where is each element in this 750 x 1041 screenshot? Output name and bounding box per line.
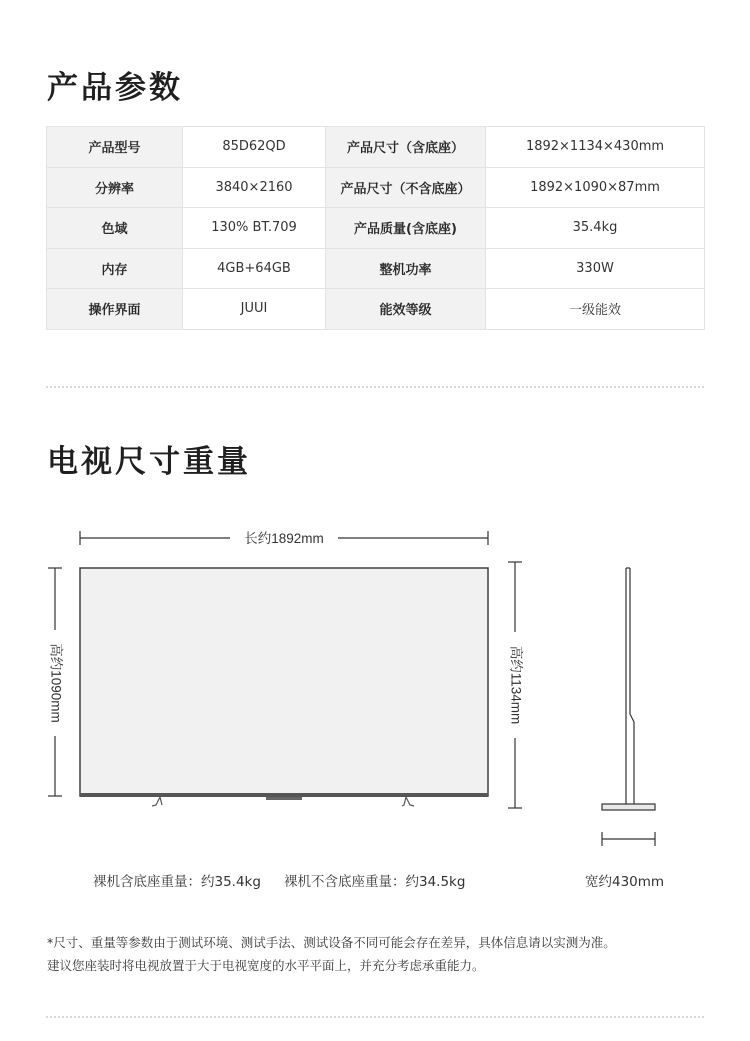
dotted-divider xyxy=(46,386,704,388)
dotted-divider xyxy=(46,1016,704,1018)
spec-label: 整机功率 xyxy=(326,248,486,289)
spec-value: 3840×2160 xyxy=(183,167,326,208)
section-title-size: 电视尺寸重量 xyxy=(47,444,251,480)
disclaimer-line-2: 建议您座装时将电视放置于大于电视宽度的水平平面上，并充分考虑承重能力。 xyxy=(47,958,485,973)
spec-value: 1892×1134×430mm xyxy=(486,127,705,168)
tv-screen xyxy=(80,568,488,796)
table-row xyxy=(47,248,705,289)
spec-label: 产品尺寸（含底座） xyxy=(326,127,486,168)
width-label: 宽约430mm xyxy=(585,874,665,890)
weight-with-stand: 裸机含底座重量：约35.4kg xyxy=(93,874,261,890)
left-foot xyxy=(152,797,162,806)
spec-value: 330W xyxy=(486,248,705,289)
spec-label: 产品型号 xyxy=(47,127,183,168)
spec-label: 能效等级 xyxy=(326,289,486,330)
spec-label: 内存 xyxy=(47,248,183,289)
weight-without-stand: 裸机不含底座重量：约34.5kg xyxy=(284,874,466,890)
height-with-stand-label: 高约1134mm xyxy=(508,645,524,725)
spec-label: 色域 xyxy=(47,208,183,249)
spec-value: 35.4kg xyxy=(486,208,705,249)
spec-label: 产品尺寸（不含底座） xyxy=(326,167,486,208)
width-dimension xyxy=(602,832,655,846)
spec-value: 130% BT.709 xyxy=(183,208,326,249)
height-without-stand-label: 高约1090mm xyxy=(48,643,64,723)
table-row xyxy=(47,127,705,168)
spec-label: 操作界面 xyxy=(47,289,183,330)
spec-value: 4GB+64GB xyxy=(183,248,326,289)
spec-label: 产品质量(含底座) xyxy=(326,208,486,249)
length-label: 长约1892mm xyxy=(244,531,324,546)
tv-dimension-diagram xyxy=(0,520,750,900)
spec-label: 分辨率 xyxy=(47,167,183,208)
spec-value: JUUI xyxy=(183,289,326,330)
spec-value: 一级能效 xyxy=(486,289,705,330)
tv-bottom-bezel xyxy=(80,793,488,797)
tv-side-view xyxy=(602,568,655,810)
table-row xyxy=(47,167,705,208)
spec-value: 1892×1090×87mm xyxy=(486,167,705,208)
spec-value: 85D62QD xyxy=(183,127,326,168)
table-row xyxy=(47,289,705,330)
table-row xyxy=(47,208,705,249)
right-foot xyxy=(402,797,414,806)
spec-table xyxy=(46,126,705,330)
tv-center-logo-bar xyxy=(266,797,302,800)
section-title-params: 产品参数 xyxy=(47,70,183,106)
disclaimer-line-1: *尺寸、重量等参数由于测试环境、测试手法、测试设备不同可能会存在差异，具体信息请以实测为准。 xyxy=(47,935,616,950)
